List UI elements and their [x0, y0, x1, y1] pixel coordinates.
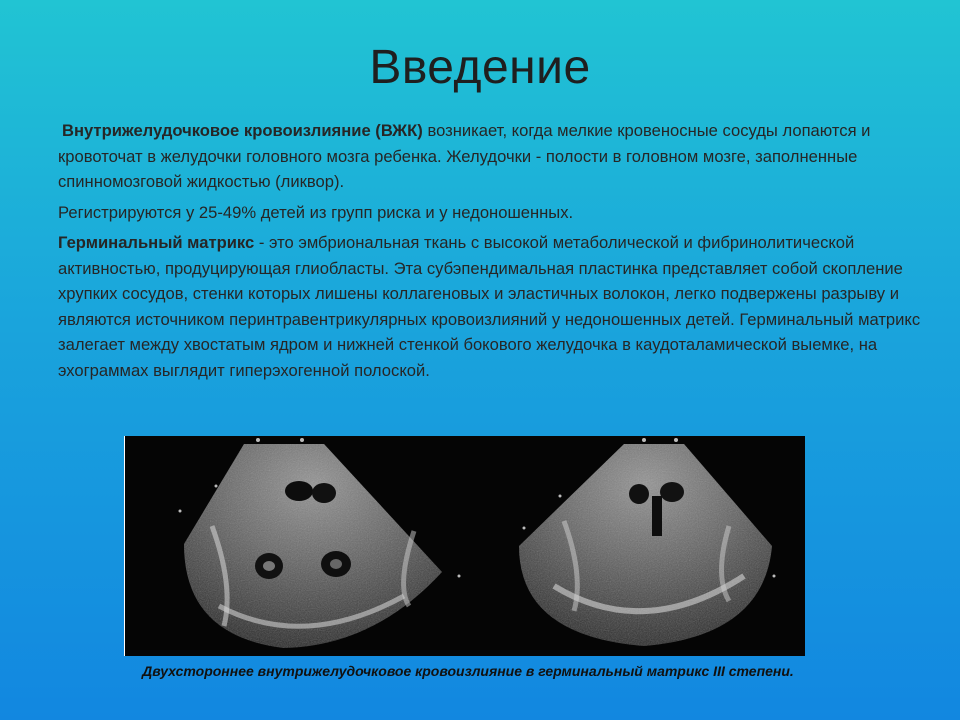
- ultrasound-right: [519, 444, 772, 646]
- ivh-description: возникает, когда мелкие кровеносные сосуды лопаются и кровоточат в желудочки головного мозга ребенка. Желудочки - полости в головном мозге, заполненные спинномозговой жидкостью (ликвор).: [58, 121, 871, 191]
- slide-title: Введение: [369, 41, 591, 94]
- ultrasound-figure: [124, 436, 805, 656]
- term-ivh: Внутрижелудочковое кровоизлияние (ВЖК): [62, 121, 423, 140]
- term-germinal-matrix: Герминальный матрикс: [58, 233, 255, 252]
- paragraph-statistics: Регистрируются у 25-49% детей из групп риска и у недоношенных.: [58, 202, 574, 222]
- figure-caption: Двухстороннее внутрижелудочковое кровоизлияние в герминальный матрикс III степени.: [142, 663, 794, 679]
- ultrasound-left: [124, 436, 442, 656]
- slide-body: [58, 118, 930, 388]
- ultrasound-images: [124, 436, 805, 656]
- germinal-matrix-description: - это эмбриональная ткань с высокой метаболической и фибринолитической активностью, продуцирующая глиобласты. Эта субэпендимальная пластинка представляет собой скопление хрупких сосудов, стенки которых лишены коллагеновых и эластичных волокон, легко подвержены разрыву и являются источником перинтравентрикулярных кровоизлияний у недоношенных детей. Герминальный матрикс залегает между хвостатым ядром и нижней стенкой бокового желудочка в каудоталамической выемке, на эхограммах выглядит гиперэхогенной полоской.: [58, 233, 921, 380]
- paragraph-germinal-matrix: [58, 230, 930, 383]
- paragraph-ivh: [58, 118, 930, 195]
